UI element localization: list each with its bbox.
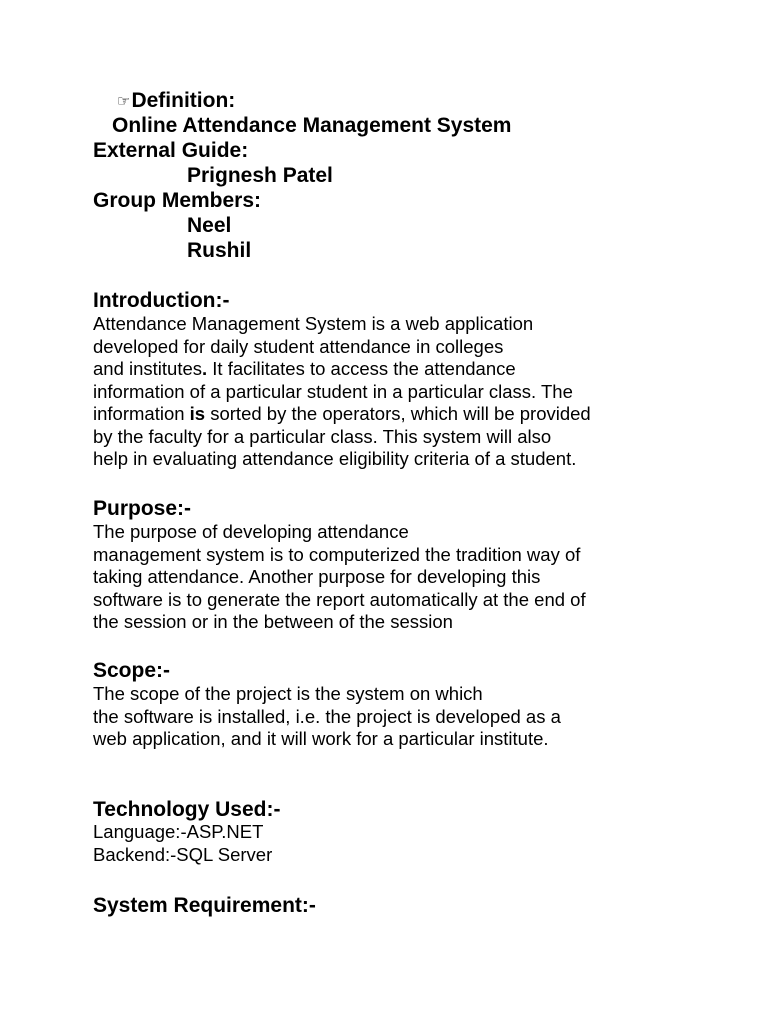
purpose-heading: Purpose:- [93, 497, 192, 520]
introduction-text [93, 313, 591, 471]
scope-text [93, 683, 561, 751]
text-line: the software is installed, i.e. the project is developed as a [93, 705, 561, 727]
project-title: Online Attendance Management System [112, 114, 512, 137]
text-line: web application, and it will work for a particular institute. [93, 728, 549, 749]
text-line: and institutes. It facilitates to access the attendance [93, 358, 516, 379]
purpose-text [93, 521, 586, 634]
hand-arrow-icon: ☞ [117, 93, 131, 110]
text-line: by the faculty for a particular class. This system will also [93, 425, 552, 447]
text-line: developed for daily student attendance in colleges [93, 335, 504, 357]
text-line: Attendance Management System is a web application [93, 313, 534, 334]
text-line: help in evaluating attendance eligibility criteria of a student. [93, 448, 577, 469]
group-members-label: Group Members: [93, 189, 262, 212]
text-line: the session or in the between of the session [93, 611, 453, 632]
text-line: software is to generate the report automatically at the end of [93, 588, 586, 610]
text-line: information of a particular student in a particular class. The [93, 380, 573, 402]
text-line: Backend:-SQL Server [93, 843, 273, 865]
definition-label: ☞Definition: [117, 89, 236, 112]
introduction-heading: Introduction:- [93, 289, 230, 312]
external-guide-label: External Guide: [93, 139, 249, 162]
text-line: Language:-ASP.NET [93, 821, 264, 842]
text-line: The purpose of developing attendance [93, 521, 409, 542]
text-line: management system is to computerized the tradition way of [93, 543, 581, 565]
system-requirement-heading: System Requirement:- [93, 894, 316, 917]
text-line: information is sorted by the operators, which will be provided [93, 403, 591, 424]
text-line: The scope of the project is the system on which [93, 683, 483, 704]
technology-text [93, 821, 272, 866]
text-line: taking attendance. Another purpose for developing this [93, 566, 541, 587]
scope-heading: Scope:- [93, 659, 171, 682]
external-guide-name: Prignesh Patel [187, 164, 333, 187]
group-member: Neel [187, 214, 232, 237]
group-member: Rushil [187, 239, 252, 262]
technology-heading: Technology Used:- [93, 798, 281, 821]
